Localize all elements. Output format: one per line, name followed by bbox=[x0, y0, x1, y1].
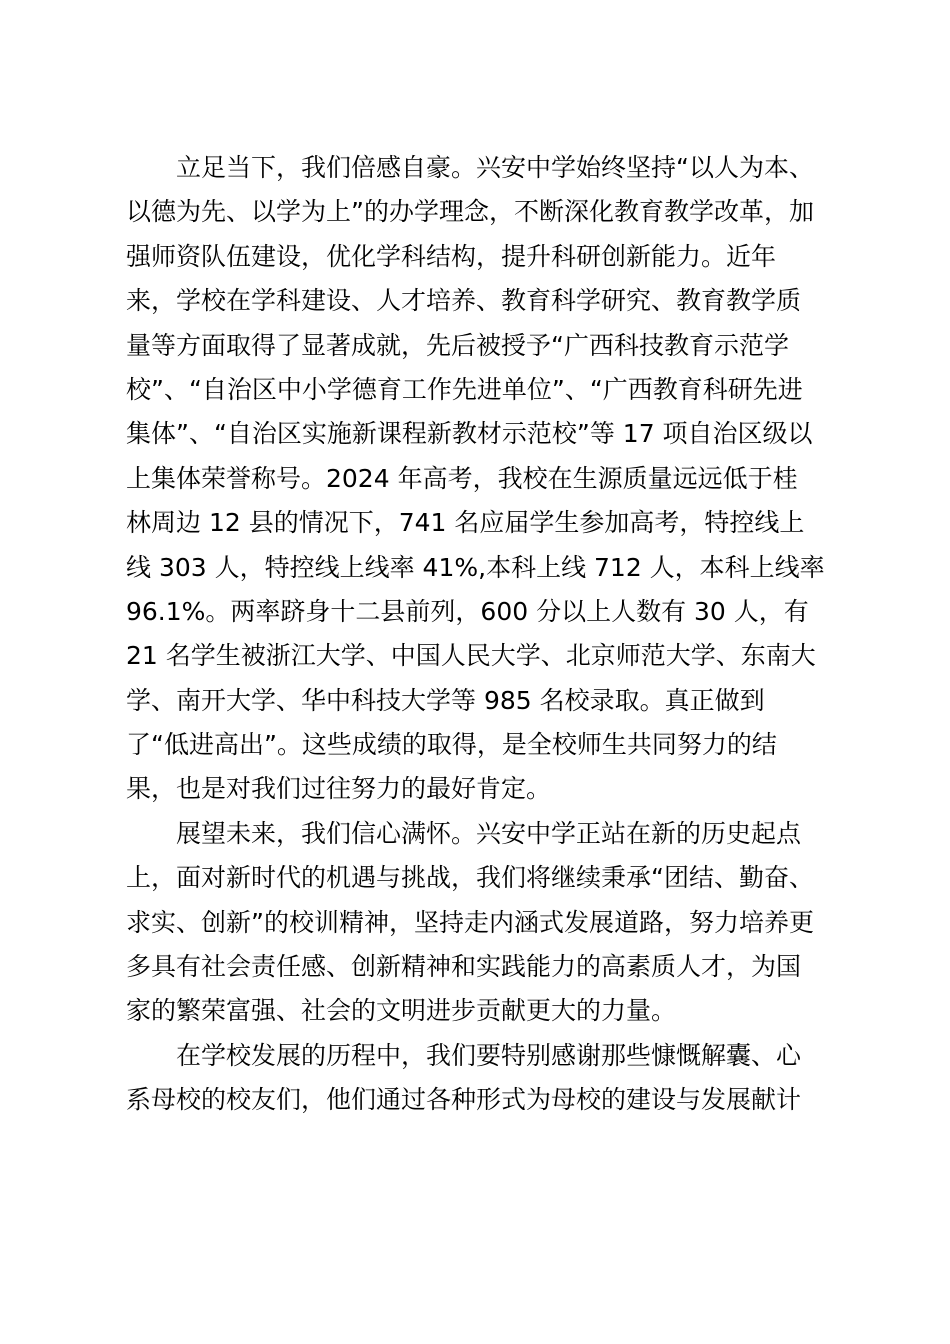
paragraph-line: 求实、创新”的校训精神，坚持走内涵式发展道路，努力培养更 bbox=[126, 907, 814, 937]
paragraph-line: 在学校发展的历程中，我们要特别感谢那些慷慨解囊、心 bbox=[176, 1040, 802, 1070]
paragraph-line: 校”、“自治区中小学德育工作先进单位”、“广西教育科研先进 bbox=[126, 374, 803, 404]
document-body bbox=[126, 146, 836, 1123]
paragraph-line: 立足当下，我们倍感自豪。兴安中学始终坚持“以人为本、 bbox=[176, 153, 814, 182]
paragraph-line: 学、南开大学、华中科技大学等 985 名校录取。真正做到 bbox=[126, 685, 765, 715]
paragraph-line: 以德为先、以学为上”的办学理念，不断深化教育教学改革，加 bbox=[126, 197, 814, 227]
paragraph-line: 集体”、“自治区实施新课程新教材示范校”等 17 项自治区级以 bbox=[126, 419, 813, 449]
paragraph-line: 多具有社会责任感、创新精神和实践能力的高素质人才，为国 bbox=[126, 952, 802, 982]
paragraph-line: 线 303 人，特控线上线率 41%,本科上线 712 人，本科上线率 bbox=[126, 552, 825, 582]
paragraph-line: 家的繁荣富强、社会的文明进步贡献更大的力量。 bbox=[126, 996, 677, 1026]
paragraph-line: 上集体荣誉称号。2024 年高考，我校在生源质量远远低于桂 bbox=[126, 463, 798, 493]
paragraph-line: 展望未来，我们信心满怀。兴安中学正站在新的历史起点 bbox=[176, 818, 802, 848]
paragraph-future bbox=[126, 812, 836, 1034]
paragraph-line: 果，也是对我们过往努力的最好肯定。 bbox=[126, 774, 552, 804]
paragraph-line: 了“低进高出”。这些成绩的取得，是全校师生共同努力的结 bbox=[126, 730, 777, 760]
paragraph-achievements bbox=[126, 146, 836, 812]
paragraph-line: 林周边 12 县的情况下，741 名应届学生参加高考，特控线上 bbox=[126, 508, 805, 538]
paragraph-line: 96.1%。两率跻身十二县前列，600 分以上人数有 30 人，有 bbox=[126, 596, 809, 626]
paragraph-line: 来，学校在学科建设、人才培养、教育科学研究、教育教学质 bbox=[126, 286, 802, 316]
paragraph-line: 21 名学生被浙江大学、中国人民大学、北京师范大学、东南大 bbox=[126, 641, 816, 671]
paragraph-line: 强师资队伍建设，优化学科结构，提升科研创新能力。近年 bbox=[126, 241, 777, 271]
paragraph-line: 上，面对新时代的机遇与挑战，我们将继续秉承“团结、勤奋、 bbox=[126, 863, 814, 893]
paragraph-alumni bbox=[126, 1034, 836, 1123]
paragraph-line: 系母校的校友们，他们通过各种形式为母校的建设与发展献计 bbox=[126, 1085, 802, 1115]
paragraph-line: 量等方面取得了显著成就，先后被授予“广西科技教育示范学 bbox=[126, 330, 789, 360]
